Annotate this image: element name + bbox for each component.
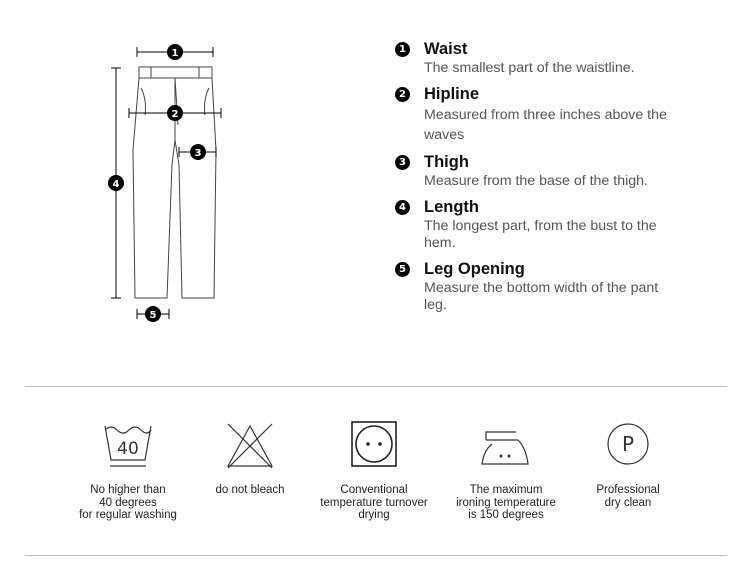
wash-40-icon bbox=[102, 420, 154, 470]
measurement-thigh bbox=[395, 151, 725, 190]
measurement-desc: The longest part, from the bust to the hem. bbox=[424, 218, 657, 251]
measurement-hipline bbox=[395, 83, 725, 145]
measurement-desc: Measure the bottom width of the pant leg. bbox=[424, 280, 659, 313]
care-label: The maximum ironing temperature is 150 degrees bbox=[456, 484, 556, 521]
dry-clean-icon bbox=[602, 420, 654, 470]
measurement-waist bbox=[395, 38, 725, 77]
svg-text:40: 40 bbox=[117, 439, 139, 459]
divider-top bbox=[25, 386, 727, 387]
svg-text:2: 2 bbox=[171, 109, 179, 120]
care-item-wash bbox=[68, 420, 188, 522]
number-badge: 5 bbox=[395, 262, 410, 277]
tumble-dry-icon bbox=[348, 420, 400, 470]
measurement-title: Thigh bbox=[424, 152, 469, 171]
number-badge: 1 bbox=[395, 42, 410, 57]
divider-bottom bbox=[25, 555, 727, 556]
no-bleach-icon bbox=[224, 420, 276, 470]
measurement-desc: The smallest part of the waistline. bbox=[424, 60, 635, 76]
measurement-title: Leg Opening bbox=[424, 259, 525, 278]
measurement-title: Waist bbox=[424, 39, 468, 58]
number-badge: 3 bbox=[395, 155, 410, 170]
number-badge: 4 bbox=[395, 200, 410, 215]
care-item-bleach bbox=[190, 420, 310, 497]
dimension-badge-4 bbox=[108, 175, 124, 191]
measurement-title: Length bbox=[424, 197, 479, 216]
care-label: do not bleach bbox=[215, 484, 285, 496]
svg-text:5: 5 bbox=[149, 310, 157, 321]
measurement-leg-opening bbox=[395, 258, 725, 314]
care-label: No higher than 40 degrees for regular washing bbox=[79, 484, 177, 521]
care-item-iron bbox=[446, 420, 566, 522]
pants-outline-icon bbox=[95, 30, 245, 330]
pants-diagram bbox=[95, 30, 245, 330]
care-item-dry bbox=[314, 420, 434, 522]
measurement-length bbox=[395, 196, 725, 252]
dimension-badge-3 bbox=[190, 144, 206, 160]
measurement-desc: Measure from the base of the thigh. bbox=[424, 173, 648, 189]
svg-text:4: 4 bbox=[112, 179, 120, 190]
care-label: Conventional temperature turnover drying bbox=[320, 484, 428, 521]
measurement-list bbox=[395, 38, 725, 320]
number-badge: 2 bbox=[395, 87, 410, 102]
measurement-desc: Measured from three inches above the waves bbox=[424, 107, 667, 143]
care-item-dry-clean bbox=[568, 420, 688, 509]
svg-text:3: 3 bbox=[194, 148, 202, 159]
dimension-badge-2 bbox=[167, 105, 183, 121]
care-label: Professional dry clean bbox=[596, 484, 660, 509]
svg-text:P: P bbox=[621, 432, 635, 456]
svg-text:1: 1 bbox=[171, 48, 179, 59]
dimension-badge-1 bbox=[167, 44, 183, 60]
iron-icon bbox=[476, 420, 536, 470]
dimension-badge-5 bbox=[145, 306, 161, 322]
care-instructions bbox=[0, 420, 750, 530]
measurement-title: Hipline bbox=[424, 84, 480, 103]
